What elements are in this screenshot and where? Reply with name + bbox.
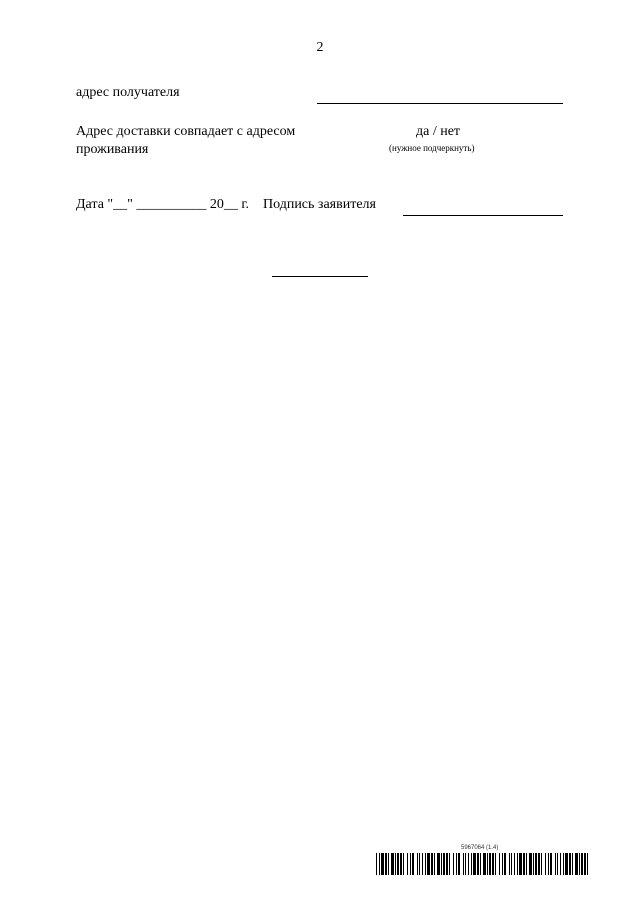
barcode-bar xyxy=(477,853,479,875)
barcode-bar xyxy=(587,853,588,875)
barcode-bar xyxy=(407,853,408,875)
barcode-bar xyxy=(560,853,561,875)
date-signature-text: Дата "__" __________ 20__ г. Подпись заявителя xyxy=(76,197,376,212)
delivery-address-label xyxy=(76,123,295,159)
barcode-bar xyxy=(480,853,481,875)
barcode-bar xyxy=(489,853,491,875)
barcode-bar xyxy=(443,853,445,875)
recipient-address-label: адрес получателя xyxy=(76,85,180,100)
barcode-bar xyxy=(541,853,542,875)
barcode-bar xyxy=(456,853,457,875)
barcode-bar xyxy=(584,853,586,875)
barcode-bar xyxy=(557,853,558,875)
barcode-bar xyxy=(431,853,433,875)
barcode-bar xyxy=(550,853,552,875)
barcode-bar xyxy=(381,853,384,875)
barcode-bar xyxy=(397,853,399,875)
barcode-bar xyxy=(449,853,450,875)
signature-blank-line xyxy=(403,215,563,216)
barcode-bar xyxy=(434,853,435,875)
barcode-bar xyxy=(463,853,464,875)
separator-line xyxy=(272,276,368,277)
barcode-bar xyxy=(502,853,503,875)
barcode-bar xyxy=(579,853,580,875)
delivery-label-line-2: проживания xyxy=(76,142,149,157)
barcode-bar xyxy=(529,853,532,875)
barcode-bar xyxy=(511,853,512,875)
barcode-bar xyxy=(465,853,466,875)
barcode-bar xyxy=(412,853,414,875)
barcode-bar xyxy=(538,853,540,875)
barcode-bar xyxy=(495,853,496,875)
barcode-bar xyxy=(563,853,564,875)
barcode-bar xyxy=(395,853,396,875)
barcode-bar xyxy=(514,853,515,875)
barcode-bar xyxy=(519,853,522,875)
barcode-bar xyxy=(548,853,549,875)
barcode-caption: 5967064 (1.4) xyxy=(461,845,499,851)
page-number: 2 xyxy=(316,40,324,55)
delivery-label-line-1: Адрес доставки совпадает с адресом xyxy=(76,124,296,139)
barcode-bar xyxy=(572,853,573,875)
barcode-bar xyxy=(499,853,500,875)
barcode-bar xyxy=(400,853,402,875)
barcode-bar xyxy=(410,853,411,875)
barcode-icon xyxy=(376,853,590,875)
barcode-bar xyxy=(526,853,527,875)
barcode-bar xyxy=(483,853,486,875)
barcode-bar xyxy=(492,853,494,875)
barcode-bar xyxy=(425,853,426,875)
barcode-bar xyxy=(523,853,525,875)
choice-hint: (нужное подчеркнуть) xyxy=(389,143,475,153)
barcode-bar xyxy=(569,853,571,875)
barcode-bar xyxy=(422,853,423,875)
recipient-address-blank-line xyxy=(317,103,563,104)
barcode-bar xyxy=(533,853,534,875)
barcode-bar xyxy=(581,853,583,875)
barcode-bar xyxy=(379,853,380,875)
barcode-bar xyxy=(441,853,442,875)
barcode-bar xyxy=(403,853,404,875)
barcode-bar xyxy=(575,853,578,875)
barcode-bar xyxy=(437,853,440,875)
barcode-bar xyxy=(417,853,418,875)
barcode-bar xyxy=(545,853,546,875)
barcode-bar xyxy=(446,853,448,875)
barcode-bar xyxy=(376,853,377,875)
barcode-bar xyxy=(487,853,488,875)
barcode-bar xyxy=(517,853,518,875)
barcode-bar xyxy=(509,853,510,875)
barcode-bar xyxy=(385,853,387,875)
barcode-bar xyxy=(453,853,454,875)
barcode-bar xyxy=(468,853,469,875)
date-signature-row xyxy=(76,196,376,213)
barcode-bar xyxy=(555,853,556,875)
barcode-bar xyxy=(504,853,506,875)
barcode-bar xyxy=(471,853,472,875)
barcode-bar xyxy=(473,853,476,875)
barcode-bar xyxy=(565,853,568,875)
yes-no-choice: да / нет xyxy=(416,124,461,139)
barcode-bar xyxy=(388,853,389,875)
barcode-bar xyxy=(391,853,394,875)
barcode-bar xyxy=(535,853,537,875)
barcode-bar xyxy=(458,853,460,875)
barcode-bar xyxy=(419,853,420,875)
barcode-bar xyxy=(427,853,430,875)
